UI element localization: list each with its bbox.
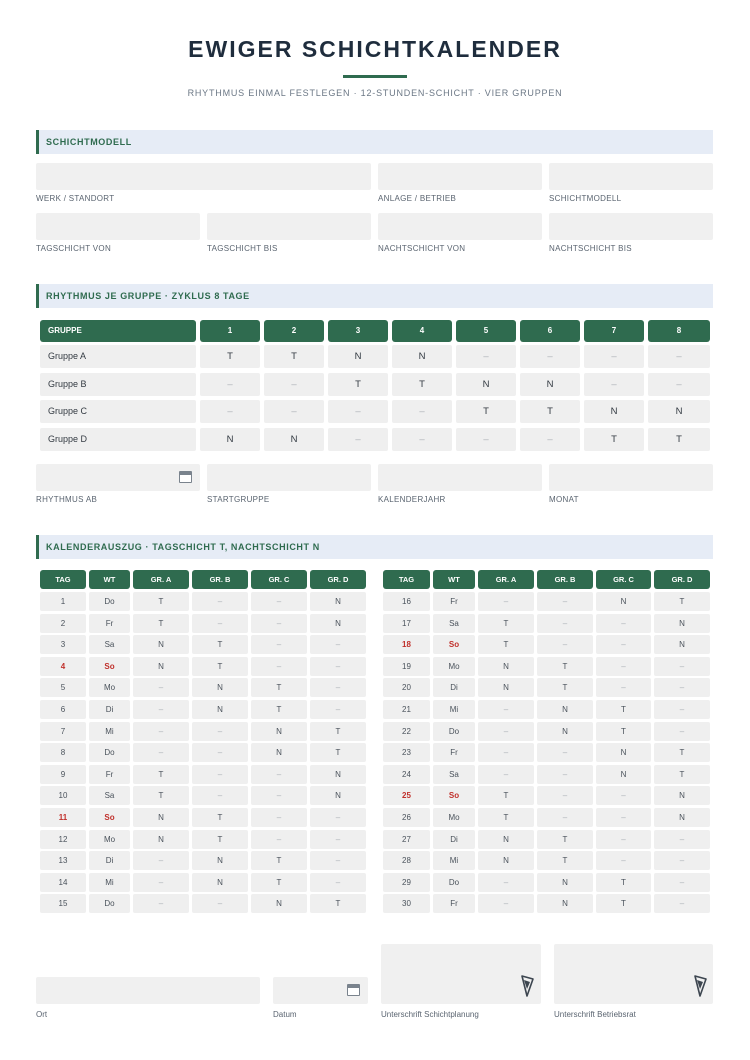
calendar-weekday: Do — [433, 873, 475, 892]
calendar-shift: N — [133, 657, 189, 676]
rhythm-cell: – — [456, 428, 516, 451]
calendar-shift: – — [537, 808, 593, 827]
calendar-weekday: Sa — [89, 635, 130, 654]
rhythm-group-name: Gruppe B — [40, 373, 196, 396]
calendar-shift: T — [596, 722, 651, 741]
calendar-shift: – — [478, 722, 534, 741]
ort-label: Ort — [36, 1010, 48, 1019]
tagschicht-von-field[interactable] — [36, 213, 200, 240]
calendar-shift: – — [537, 786, 593, 805]
nachtschicht-von-field[interactable] — [378, 213, 542, 240]
calendar-shift: T — [192, 657, 248, 676]
calendar-shift: N — [478, 678, 534, 697]
calendar-shift: – — [478, 743, 534, 762]
calendar-shift: – — [251, 765, 307, 784]
calendar-weekday: Mi — [89, 873, 130, 892]
calendar-shift: N — [133, 635, 189, 654]
calendar-shift: T — [192, 830, 248, 849]
page-title: EWIGER SCHICHTKALENDER — [188, 36, 562, 62]
calendar-shift: – — [310, 700, 366, 719]
calendar-shift: – — [596, 678, 651, 697]
calendar-shift: N — [251, 722, 307, 741]
calendar-day: 13 — [40, 851, 86, 870]
calendar-shift: T — [251, 678, 307, 697]
calendar-shift: – — [133, 743, 189, 762]
rhythm-cell: – — [264, 400, 324, 423]
calendar-shift: N — [596, 765, 651, 784]
monat-label: MONAT — [549, 495, 579, 504]
calendar-shift: – — [596, 614, 651, 633]
calendar-weekday: Fr — [89, 614, 130, 633]
calendar-shift: N — [192, 700, 248, 719]
calendar-shift: – — [192, 743, 248, 762]
rhythm-cell: T — [456, 400, 516, 423]
calendar-shift: T — [537, 657, 593, 676]
calendar-shift: T — [310, 743, 366, 762]
rhythm-cell: – — [648, 373, 710, 396]
calendar-shift: T — [251, 700, 307, 719]
schichtmodell-label: SCHICHTMODELL — [549, 194, 622, 203]
calendar-header-cell: TAG — [40, 570, 86, 589]
calendar-shift: T — [478, 808, 534, 827]
tagschicht-von-label: TAGSCHICHT VON — [36, 244, 112, 253]
calendar-shift: – — [596, 808, 651, 827]
calendar-shift: N — [251, 894, 307, 913]
calendar-shift: – — [310, 635, 366, 654]
calendar-shift: N — [596, 743, 651, 762]
rhythm-group-name: Gruppe D — [40, 428, 196, 451]
calendar-shift: N — [192, 873, 248, 892]
calendar-weekday: Fr — [433, 592, 475, 611]
calendar-shift: – — [654, 700, 710, 719]
calendar-shift: T — [654, 743, 710, 762]
calendar-day: 14 — [40, 873, 86, 892]
calendar-shift: – — [654, 894, 710, 913]
calendar-shift: T — [133, 614, 189, 633]
calendar-shift: – — [478, 873, 534, 892]
signature-planung-field[interactable] — [381, 944, 541, 1004]
calendar-day: 7 — [40, 722, 86, 741]
rhythm-cell: N — [328, 345, 388, 368]
calendar-shift: – — [310, 830, 366, 849]
pen-icon — [692, 974, 708, 998]
calendar-header-cell: GR. B — [192, 570, 248, 589]
calendar-shift: T — [478, 614, 534, 633]
calendar-shift: – — [537, 765, 593, 784]
calendar-day: 18 — [383, 635, 430, 654]
calendar-header-cell: GR. D — [310, 570, 366, 589]
calendar-header-cell: WT — [433, 570, 475, 589]
calendar-shift: T — [133, 592, 189, 611]
calendar-shift: – — [478, 894, 534, 913]
calendar-shift: – — [654, 830, 710, 849]
page-subtitle: RHYTHMUS EINMAL FESTLEGEN · 12-STUNDEN-SCHICHT · VIER GRUPPEN — [187, 88, 563, 98]
rhythm-cell: N — [648, 400, 710, 423]
calendar-day: 24 — [383, 765, 430, 784]
pen-icon — [519, 974, 535, 998]
rhythm-header-cell: GRUPPE — [40, 320, 196, 342]
signature-betriebsrat-field[interactable] — [554, 944, 713, 1004]
calendar-shift: – — [310, 851, 366, 870]
calendar-shift: T — [537, 830, 593, 849]
nachtschicht-von-label: NACHTSCHICHT VON — [378, 244, 466, 253]
calendar-day: 9 — [40, 765, 86, 784]
calendar-shift: – — [192, 894, 248, 913]
calendar-weekday: So — [89, 657, 130, 676]
calendar-weekday: Sa — [89, 786, 130, 805]
rhythmus-ab-field[interactable] — [36, 464, 200, 491]
tagschicht-bis-field[interactable] — [207, 213, 371, 240]
rhythm-header-cell: 8 — [648, 320, 710, 342]
calendar-shift: N — [310, 592, 366, 611]
calendar-day: 23 — [383, 743, 430, 762]
calendar-shift: – — [192, 592, 248, 611]
rhythm-cell: N — [264, 428, 324, 451]
calendar-shift: N — [192, 678, 248, 697]
calendar-shift: T — [251, 851, 307, 870]
calendar-header-cell: GR. A — [133, 570, 189, 589]
calendar-header-cell: GR. C — [596, 570, 651, 589]
calendar-shift: T — [310, 722, 366, 741]
datum-field[interactable] — [273, 977, 368, 1004]
rhythm-cell: – — [648, 345, 710, 368]
calendar-shift: N — [192, 851, 248, 870]
calendar-weekday: Mi — [89, 722, 130, 741]
calendar-day: 17 — [383, 614, 430, 633]
schichtmodell-field[interactable] — [549, 163, 713, 190]
rhythm-cell: T — [584, 428, 644, 451]
rhythm-cell: T — [200, 345, 260, 368]
calendar-shift: T — [654, 592, 710, 611]
calendar-shift: – — [192, 786, 248, 805]
calendar-shift: N — [654, 808, 710, 827]
calendar-shift: T — [478, 635, 534, 654]
nachtschicht-bis-field[interactable] — [549, 213, 713, 240]
rhythm-cell: – — [584, 373, 644, 396]
calendar-day: 21 — [383, 700, 430, 719]
calendar-shift: T — [654, 765, 710, 784]
calendar-shift: N — [251, 743, 307, 762]
signature-planung-label: Unterschrift Schichtplanung — [381, 1010, 479, 1019]
rhythm-cell: T — [264, 345, 324, 368]
calendar-shift: – — [251, 614, 307, 633]
calendar-shift: – — [251, 786, 307, 805]
rhythm-header-cell: 3 — [328, 320, 388, 342]
calendar-shift: – — [478, 765, 534, 784]
calendar-weekday: Mo — [433, 657, 475, 676]
calendar-shift: – — [654, 657, 710, 676]
rhythm-cell: N — [456, 373, 516, 396]
calendar-day: 6 — [40, 700, 86, 719]
calendar-day: 30 — [383, 894, 430, 913]
calendar-day: 26 — [383, 808, 430, 827]
calendar-shift: N — [654, 786, 710, 805]
calendar-weekday: Do — [89, 894, 130, 913]
calendar-shift: T — [310, 894, 366, 913]
calendar-shift: N — [654, 614, 710, 633]
calendar-shift: T — [251, 873, 307, 892]
anlage-label: ANLAGE / BETRIEB — [378, 194, 457, 203]
signature-betriebsrat-label: Unterschrift Betriebsrat — [554, 1010, 636, 1019]
calendar-shift: T — [192, 808, 248, 827]
calendar-header-cell: GR. C — [251, 570, 307, 589]
calendar-shift: – — [310, 808, 366, 827]
rhythm-group-name: Gruppe A — [40, 345, 196, 368]
calendar-shift: N — [596, 592, 651, 611]
calendar-shift: – — [310, 657, 366, 676]
calendar-shift: – — [133, 722, 189, 741]
calendar-shift: T — [537, 678, 593, 697]
calendar-day: 1 — [40, 592, 86, 611]
rhythm-cell: – — [200, 400, 260, 423]
rhythm-cell: – — [328, 400, 388, 423]
calendar-day: 12 — [40, 830, 86, 849]
calendar-shift: – — [133, 678, 189, 697]
werk-field[interactable] — [36, 163, 371, 190]
calendar-shift: – — [596, 635, 651, 654]
calendar-shift: T — [192, 635, 248, 654]
rhythm-cell: – — [456, 345, 516, 368]
calendar-shift: T — [596, 894, 651, 913]
calendar-shift: T — [478, 786, 534, 805]
calendar-shift: T — [133, 765, 189, 784]
calendar-weekday: So — [89, 808, 130, 827]
calendar-shift: N — [310, 614, 366, 633]
rhythm-cell: – — [520, 428, 580, 451]
calendar-weekday: Mi — [433, 700, 475, 719]
calendar-day: 5 — [40, 678, 86, 697]
calendar-shift: – — [251, 592, 307, 611]
rhythm-cell: T — [648, 428, 710, 451]
rhythm-header-cell: 5 — [456, 320, 516, 342]
ort-field[interactable] — [36, 977, 260, 1004]
calendar-weekday: Fr — [433, 743, 475, 762]
rhythm-cell: – — [264, 373, 324, 396]
rhythm-group-name: Gruppe C — [40, 400, 196, 423]
calendar-shift: – — [596, 830, 651, 849]
calendar-day: 4 — [40, 657, 86, 676]
calendar-day: 3 — [40, 635, 86, 654]
title-rule — [343, 75, 407, 78]
calendar-shift: – — [192, 614, 248, 633]
anlage-field[interactable] — [378, 163, 542, 190]
calendar-header-cell: WT — [89, 570, 130, 589]
startgruppe-field[interactable] — [207, 464, 371, 491]
calendar-shift: N — [310, 765, 366, 784]
calendar-shift: N — [537, 894, 593, 913]
rhythm-cell: N — [520, 373, 580, 396]
calendar-weekday: Di — [433, 830, 475, 849]
rhythm-cell: – — [392, 400, 452, 423]
calendar-shift: N — [133, 808, 189, 827]
calendar-weekday: Fr — [89, 765, 130, 784]
calendar-shift: – — [596, 786, 651, 805]
calendar-day: 2 — [40, 614, 86, 633]
calendar-day: 20 — [383, 678, 430, 697]
calendar-shift: – — [192, 765, 248, 784]
calendar-weekday: Di — [89, 700, 130, 719]
startgruppe-label: STARTGRUPPE — [207, 495, 270, 504]
calendar-icon[interactable] — [347, 984, 360, 996]
rhythm-cell: – — [520, 345, 580, 368]
calendar-day: 15 — [40, 894, 86, 913]
calendar-weekday: Do — [433, 722, 475, 741]
calendar-weekday: Mo — [433, 808, 475, 827]
calendar-shift: – — [537, 614, 593, 633]
calendar-shift: – — [478, 592, 534, 611]
calendar-shift: N — [310, 786, 366, 805]
calendar-shift: – — [251, 830, 307, 849]
calendar-shift: – — [192, 722, 248, 741]
calendar-weekday: Do — [89, 743, 130, 762]
rhythm-header-cell: 4 — [392, 320, 452, 342]
calendar-weekday: Sa — [433, 765, 475, 784]
calendar-shift: – — [133, 700, 189, 719]
calendar-shift: T — [537, 851, 593, 870]
calendar-weekday: Di — [89, 851, 130, 870]
calendar-shift: – — [654, 873, 710, 892]
nachtschicht-bis-label: NACHTSCHICHT BIS — [549, 244, 632, 253]
calendar-shift: – — [133, 894, 189, 913]
calendar-shift: – — [251, 657, 307, 676]
kalenderjahr-label: KALENDERJAHR — [378, 495, 446, 504]
rhythm-cell: T — [520, 400, 580, 423]
calendar-weekday: Sa — [433, 614, 475, 633]
calendar-shift: – — [133, 851, 189, 870]
rhythm-cell: N — [584, 400, 644, 423]
calendar-day: 25 — [383, 786, 430, 805]
calendar-header-cell: TAG — [383, 570, 430, 589]
rhythm-cell: – — [328, 428, 388, 451]
calendar-shift: T — [596, 700, 651, 719]
datum-label: Datum — [273, 1010, 297, 1019]
calendar-weekday: Fr — [433, 894, 475, 913]
calendar-day: 8 — [40, 743, 86, 762]
calendar-day: 10 — [40, 786, 86, 805]
calendar-shift: – — [478, 700, 534, 719]
calendar-day: 28 — [383, 851, 430, 870]
calendar-day: 11 — [40, 808, 86, 827]
calendar-shift: – — [133, 873, 189, 892]
calendar-weekday: Mo — [89, 830, 130, 849]
calendar-weekday: Mo — [89, 678, 130, 697]
calendar-icon[interactable] — [179, 471, 192, 483]
calendar-header-cell: GR. D — [654, 570, 710, 589]
section-kalenderauszug: KALENDERAUSZUG · TAGSCHICHT T, NACHTSCHICHT N — [36, 535, 713, 559]
calendar-weekday: Do — [89, 592, 130, 611]
calendar-shift: – — [310, 873, 366, 892]
calendar-shift: N — [537, 700, 593, 719]
calendar-weekday: Mi — [433, 851, 475, 870]
rhythm-cell: N — [200, 428, 260, 451]
rhythm-header-cell: 6 — [520, 320, 580, 342]
calendar-shift: – — [251, 635, 307, 654]
calendar-shift: – — [537, 743, 593, 762]
calendar-shift: – — [537, 635, 593, 654]
calendar-day: 27 — [383, 830, 430, 849]
calendar-shift: – — [596, 657, 651, 676]
werk-label: WERK / STANDORT — [36, 194, 115, 203]
tagschicht-bis-label: TAGSCHICHT BIS — [207, 244, 278, 253]
calendar-shift: – — [654, 851, 710, 870]
kalenderjahr-field[interactable] — [378, 464, 542, 491]
calendar-shift: N — [133, 830, 189, 849]
calendar-shift: N — [478, 657, 534, 676]
rhythm-header-cell: 1 — [200, 320, 260, 342]
calendar-shift: T — [133, 786, 189, 805]
calendar-weekday: So — [433, 635, 475, 654]
calendar-day: 19 — [383, 657, 430, 676]
rhythm-cell: – — [584, 345, 644, 368]
rhythm-cell: – — [392, 428, 452, 451]
calendar-shift: N — [478, 830, 534, 849]
calendar-day: 29 — [383, 873, 430, 892]
calendar-header-cell: GR. B — [537, 570, 593, 589]
rhythm-cell: N — [392, 345, 452, 368]
calendar-weekday: Di — [433, 678, 475, 697]
calendar-shift: N — [537, 722, 593, 741]
calendar-header-cell: GR. A — [478, 570, 534, 589]
calendar-shift: – — [251, 808, 307, 827]
calendar-shift: N — [478, 851, 534, 870]
calendar-shift: – — [537, 592, 593, 611]
calendar-shift: – — [596, 851, 651, 870]
section-rhythmus: RHYTHMUS JE GRUPPE · ZYKLUS 8 TAGE — [36, 284, 713, 308]
rhythm-header-cell: 7 — [584, 320, 644, 342]
calendar-shift: – — [654, 722, 710, 741]
calendar-shift: N — [654, 635, 710, 654]
calendar-shift: T — [596, 873, 651, 892]
calendar-shift: – — [310, 678, 366, 697]
section-schichtmodell: SCHICHTMODELL — [36, 130, 713, 154]
rhythm-header-cell: 2 — [264, 320, 324, 342]
monat-field[interactable] — [549, 464, 713, 491]
rhythm-cell: T — [392, 373, 452, 396]
calendar-day: 22 — [383, 722, 430, 741]
calendar-shift: – — [654, 678, 710, 697]
calendar-day: 16 — [383, 592, 430, 611]
rhythm-cell: T — [328, 373, 388, 396]
calendar-shift: N — [537, 873, 593, 892]
rhythm-cell: – — [200, 373, 260, 396]
rhythmus-ab-label: RHYTHMUS AB — [36, 495, 98, 504]
calendar-weekday: So — [433, 786, 475, 805]
